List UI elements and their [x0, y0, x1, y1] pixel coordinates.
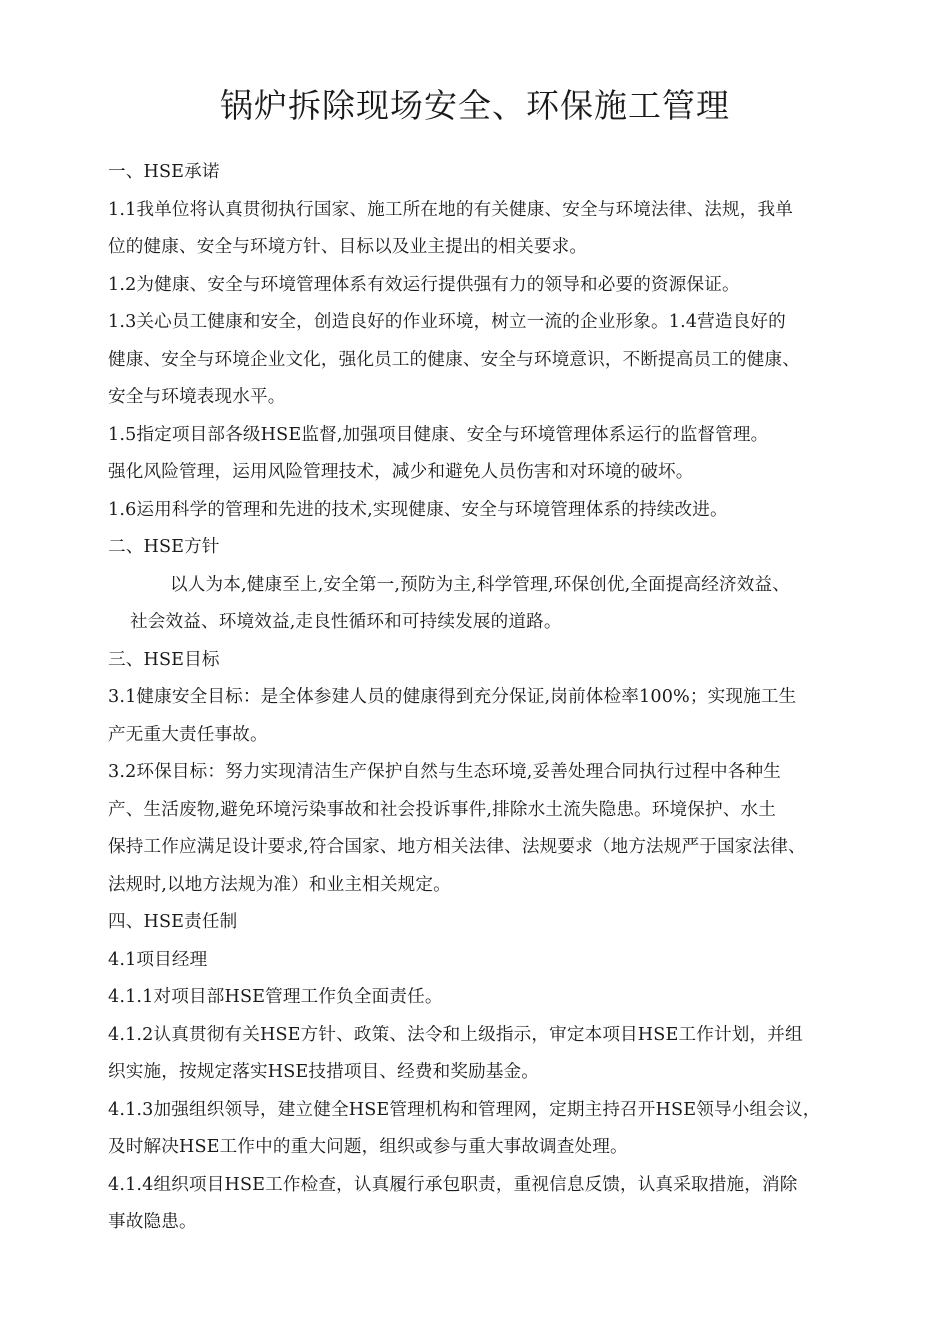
paragraph-line: 健康、安全与环境企业文化，强化员工的健康、安全与环境意识，不断提高员工的健康、 — [108, 349, 801, 370]
paragraph-line: 1.2为健康、安全与环境管理体系有效运行提供强有力的领导和必要的资源保证。 — [108, 274, 740, 295]
paragraph-line: 产无重大责任事故。 — [108, 724, 268, 745]
document-body — [108, 154, 860, 1242]
paragraph-line: 1.3关心员工健康和安全，创造良好的作业环境，树立一流的企业形象。1.4营造良好的 — [108, 312, 786, 332]
paragraph-line: 3.1健康安全目标：是全体参建人员的健康得到充分保证,岗前体检率100%；实现施工生 — [108, 687, 797, 707]
paragraph-line: 以人为本,健康至上,安全第一,预防为主,科学管理,环保创优,全面提高经济效益、 — [170, 574, 791, 595]
paragraph-line: 位的健康、安全与环境方针、目标以及业主提出的相关要求。 — [108, 237, 588, 257]
paragraph-line: 产、生活废物,避免环境污染事故和社会投诉事件,排除水土流失隐患。环境保护、水土 — [108, 799, 777, 820]
subsection-heading-project-manager: 4.1项目经理 — [108, 949, 208, 970]
paragraph-line: 4.1.1对项目部HSE管理工作负全面责任。 — [108, 987, 443, 1007]
paragraph-line: 1.1我单位将认真贯彻执行国家、施工所在地的有关健康、安全与环境法律、法规，我单 — [108, 199, 793, 220]
paragraph-line: 事故隐患。 — [108, 1212, 197, 1232]
paragraph-line: 1.6运用科学的管理和先进的技术,实现健康、安全与环境管理体系的持续改进。 — [108, 499, 728, 520]
paragraph-line: 4.1.2认真贯彻有关HSE方针、政策、法令和上级指示，审定本项目HSE工作计划，并组 — [108, 1024, 803, 1045]
paragraph-line: 社会效益、环境效益,走良性循环和可持续发展的道路。 — [130, 612, 562, 632]
section-heading-hse-commitment: 一、HSE承诺 — [108, 162, 220, 182]
paragraph-line: 及时解决HSE工作中的重大问题，组织或参与重大事故调查处理。 — [108, 1137, 628, 1157]
paragraph-line: 法规时,以地方法规为准）和业主相关规定。 — [108, 874, 451, 895]
section-heading-hse-goals: 三、HSE目标 — [108, 649, 220, 670]
section-heading-hse-policy: 二、HSE方针 — [108, 537, 220, 557]
paragraph-line: 安全与环境表现水平。 — [108, 387, 286, 407]
section-heading-hse-responsibility: 四、HSE责任制 — [108, 912, 238, 932]
paragraph-line: 4.1.4组织项目HSE工作检查，认真履行承包职责，重视信息反馈，认真采取措施，消除 — [108, 1174, 798, 1195]
paragraph-line: 织实施，按规定落实HSE技措项目、经费和奖励基金。 — [108, 1062, 540, 1082]
paragraph-line: 4.1.3加强组织领导，建立健全HSE管理机构和管理网，定期主持召开HSE领导小组会议， — [108, 1099, 821, 1120]
paragraph-line: 1.5指定项目部各级HSE监督,加强项目健康、安全与环境管理体系运行的监督管理。 — [108, 424, 769, 445]
paragraph-line: 保持工作应满足设计要求,符合国家、地方相关法律、法规要求（地方法规严于国家法律、 — [108, 837, 806, 857]
document-title: 锅炉拆除现场安全、环保施工管理 — [220, 86, 730, 125]
paragraph-line: 强化风险管理，运用风险管理技术，减少和避免人员伤害和对环境的破坏。 — [108, 462, 694, 482]
paragraph-line: 3.2环保目标：努力实现清洁生产保护自然与生态环境,妥善处理合同执行过程中各种生 — [108, 762, 781, 782]
